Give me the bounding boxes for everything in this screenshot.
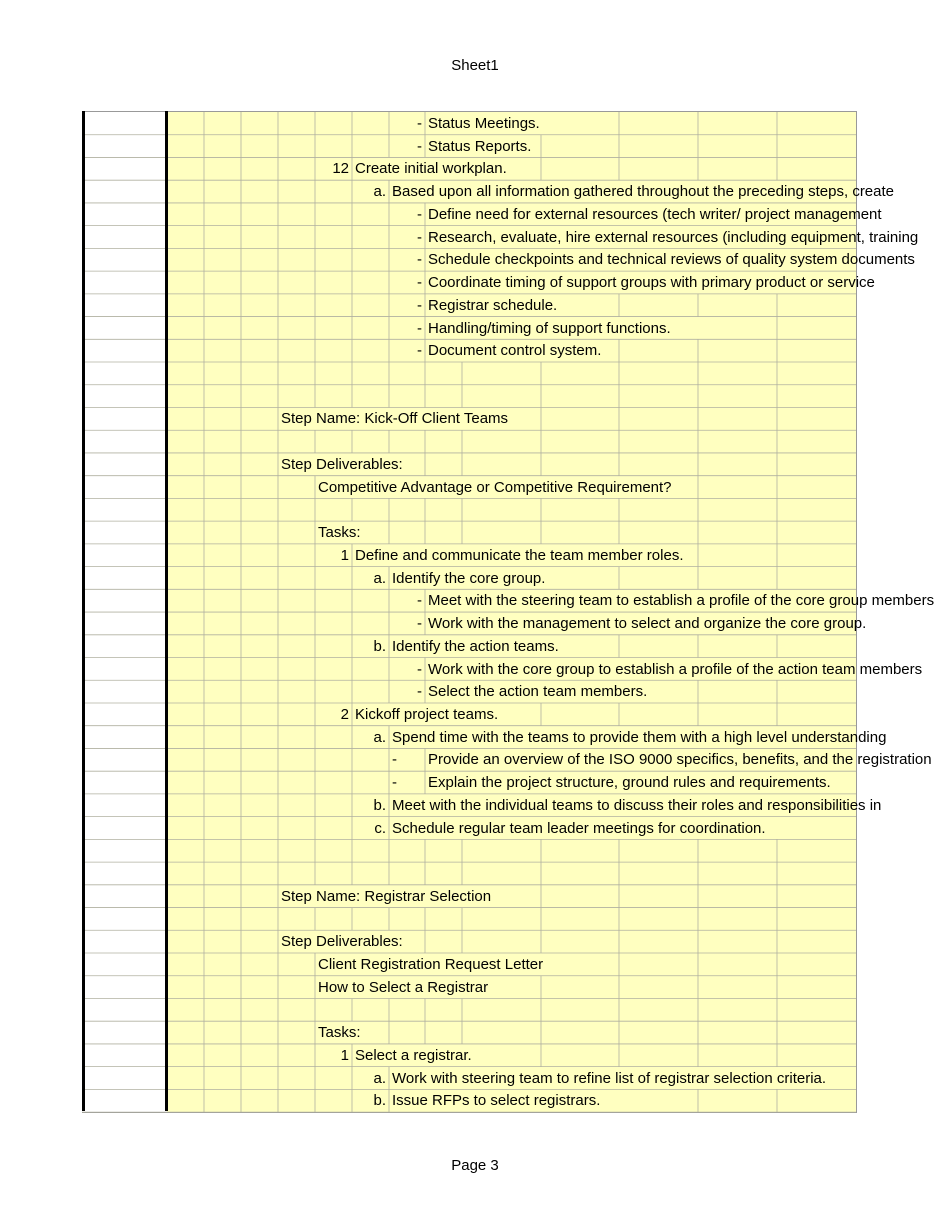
row-number: - bbox=[417, 319, 422, 337]
row-text: Meet with the steering team to establish a profile of the core group members bbox=[428, 592, 935, 610]
row-number: - bbox=[392, 751, 397, 769]
row-text: Spend time with the teams to provide them with a high level understanding bbox=[392, 728, 887, 746]
table-row bbox=[82, 180, 895, 203]
row-number: 1 bbox=[340, 546, 349, 564]
table-row bbox=[82, 794, 882, 817]
row-number: - bbox=[417, 205, 422, 223]
row-text: Explain the project structure, ground rules and requirements. bbox=[428, 774, 831, 792]
row-number: - bbox=[417, 115, 422, 132]
table-row bbox=[82, 680, 856, 703]
table-row bbox=[82, 226, 919, 249]
table-row bbox=[82, 635, 856, 658]
row-number: 12 bbox=[332, 160, 349, 178]
table-row bbox=[82, 112, 856, 135]
table-row bbox=[82, 885, 856, 908]
row-text: Define need for external resources (tech writer/ project management bbox=[428, 205, 882, 223]
row-number: a. bbox=[373, 728, 386, 746]
row-number: 1 bbox=[340, 1046, 349, 1064]
row-number: 2 bbox=[340, 705, 349, 723]
row-number: b. bbox=[373, 796, 386, 814]
table-row bbox=[82, 703, 856, 726]
row-number: c. bbox=[374, 819, 386, 837]
table-row bbox=[82, 862, 856, 885]
row-text: How to Select a Registrar bbox=[318, 978, 489, 996]
table-row bbox=[82, 998, 856, 1021]
row-text: Handling/timing of support functions. bbox=[428, 319, 671, 337]
row-number: - bbox=[417, 342, 422, 360]
table-row bbox=[82, 135, 856, 158]
table-row bbox=[82, 430, 856, 453]
row-text: Identify the action teams. bbox=[392, 637, 559, 655]
table-row bbox=[82, 567, 856, 590]
table-row bbox=[82, 203, 882, 226]
row-text: Status Reports. bbox=[428, 137, 532, 155]
row-text: Select the action team members. bbox=[428, 683, 648, 701]
row-number: - bbox=[417, 615, 422, 633]
table-row bbox=[82, 612, 867, 635]
row-number: - bbox=[417, 137, 422, 155]
row-text: Kickoff project teams. bbox=[355, 705, 499, 723]
row-number: a. bbox=[373, 1069, 386, 1087]
table-row bbox=[82, 476, 856, 499]
row-text: Step Deliverables: bbox=[281, 455, 403, 473]
table-row bbox=[82, 362, 856, 385]
table-row bbox=[82, 453, 856, 476]
row-number: - bbox=[417, 228, 422, 246]
table-row bbox=[82, 294, 856, 317]
table-row bbox=[82, 385, 856, 408]
table-row bbox=[82, 953, 856, 976]
table-row bbox=[82, 817, 856, 840]
row-number: - bbox=[417, 683, 422, 701]
page-header-title: Sheet1 bbox=[451, 57, 499, 74]
table-row bbox=[82, 248, 915, 271]
row-text: Meet with the individual teams to discuss their roles and responsibilities in bbox=[392, 796, 882, 814]
row-number: - bbox=[417, 296, 422, 314]
row-text: Tasks: bbox=[318, 524, 361, 542]
table-row bbox=[82, 1089, 856, 1112]
row-number: b. bbox=[373, 1092, 386, 1110]
row-text: Document control system. bbox=[428, 342, 602, 360]
row-text: Registrar schedule. bbox=[428, 296, 558, 314]
row-text: Tasks: bbox=[318, 1024, 361, 1042]
table-row bbox=[82, 771, 856, 794]
table-row bbox=[82, 748, 932, 771]
row-text: Issue RFPs to select registrars. bbox=[392, 1092, 601, 1110]
row-number: - bbox=[417, 660, 422, 678]
table-row bbox=[82, 976, 856, 999]
row-text: Work with steering team to refine list of registrar selection criteria. bbox=[392, 1069, 827, 1087]
row-text: Select a registrar. bbox=[355, 1046, 472, 1064]
row-number: - bbox=[392, 774, 397, 792]
row-text: Coordinate timing of support groups with primary product or service bbox=[428, 274, 875, 292]
row-number: - bbox=[417, 274, 422, 292]
grid-border-left bbox=[82, 111, 85, 1111]
table-row bbox=[82, 839, 856, 862]
row-number: b. bbox=[373, 637, 386, 655]
table-row bbox=[82, 726, 887, 749]
table-row bbox=[82, 271, 875, 294]
row-text: Provide an overview of the ISO 9000 specifics, benefits, and the registration bbox=[428, 751, 932, 769]
table-row bbox=[82, 589, 935, 612]
table-row bbox=[82, 157, 856, 180]
row-text: Define and communicate the team member roles. bbox=[355, 546, 684, 564]
row-text: Work with the core group to establish a profile of the action team members bbox=[428, 660, 923, 678]
row-number: a. bbox=[373, 183, 386, 201]
row-text: Step Name: Registrar Selection bbox=[281, 887, 492, 905]
row-text: Step Deliverables: bbox=[281, 933, 403, 951]
row-text: Competitive Advantage or Competitive Requirement? bbox=[318, 478, 672, 496]
row-text: Schedule checkpoints and technical reviews of quality system documents bbox=[428, 251, 915, 269]
table-row bbox=[82, 339, 856, 362]
table-row bbox=[82, 544, 856, 567]
row-number: a. bbox=[373, 569, 386, 587]
row-text: Status Meetings. bbox=[428, 115, 540, 132]
table-row bbox=[82, 317, 856, 340]
table-row bbox=[82, 658, 923, 681]
row-number: - bbox=[417, 251, 422, 269]
row-text: Identify the core group. bbox=[392, 569, 546, 587]
table-row bbox=[82, 521, 856, 544]
row-number: - bbox=[417, 592, 422, 610]
table-row bbox=[82, 498, 856, 521]
row-text: Work with the management to select and organize the core group. bbox=[428, 615, 867, 633]
table-row bbox=[82, 1067, 856, 1090]
row-text: Based upon all information gathered throughout the preceding steps, create bbox=[392, 183, 895, 201]
table-row bbox=[82, 908, 856, 931]
row-text: Step Name: Kick-Off Client Teams bbox=[281, 410, 509, 428]
row-text: Create initial workplan. bbox=[355, 160, 507, 178]
row-text: Client Registration Request Letter bbox=[318, 956, 544, 973]
page-footer-number: Page 3 bbox=[451, 1157, 499, 1174]
grid-border-frozen bbox=[165, 111, 168, 1111]
row-text: Schedule regular team leader meetings for coordination. bbox=[392, 819, 766, 837]
row-text: Research, evaluate, hire external resources (including equipment, training bbox=[428, 228, 919, 246]
table-row bbox=[82, 1044, 856, 1067]
table-row bbox=[82, 1021, 856, 1044]
table-row bbox=[82, 407, 856, 430]
table-row bbox=[82, 930, 856, 953]
spreadsheet-grid[interactable] bbox=[82, 111, 935, 1113]
